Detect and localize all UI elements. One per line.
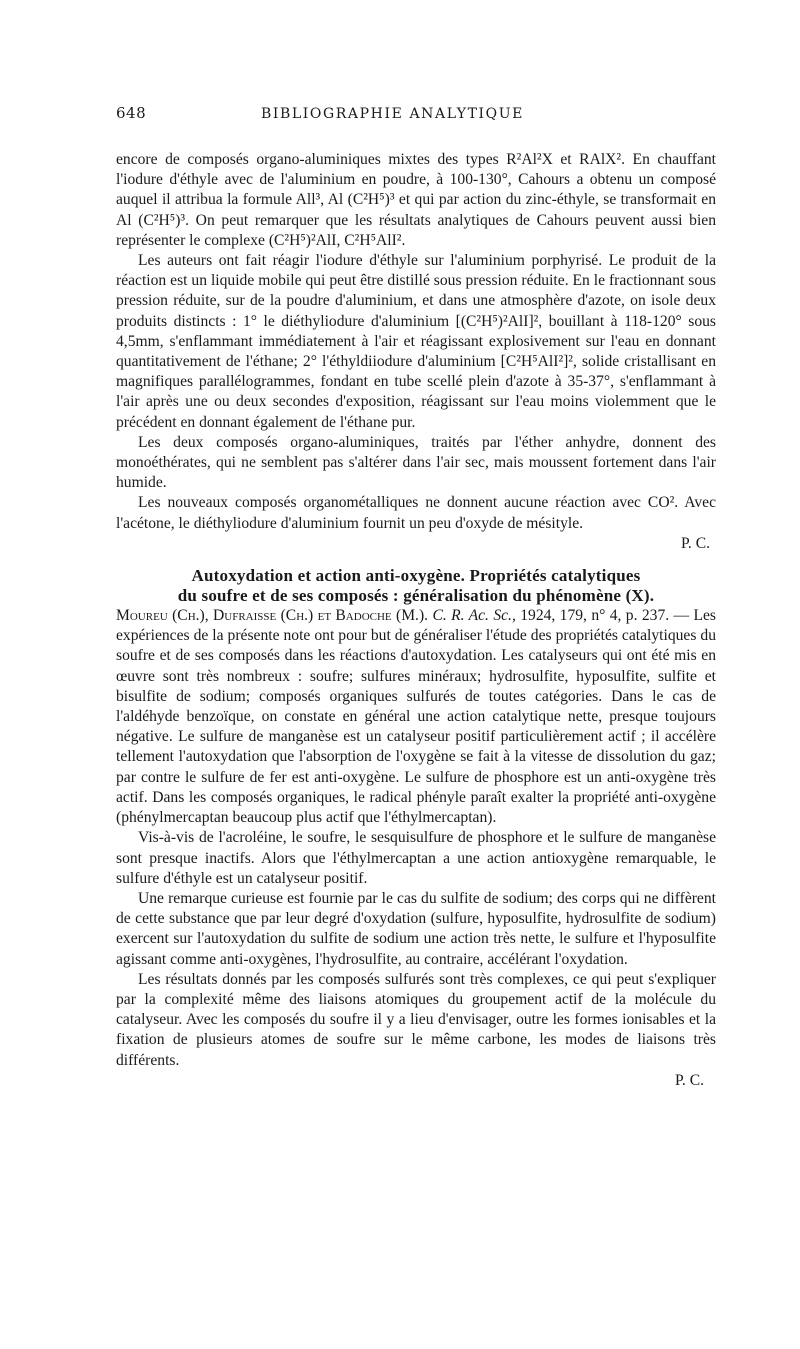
article2-paragraph-3: Une remarque curieuse est fournie par le cas du sulfite de sodium; des corps qui ne diffèrent de cette substance que par leur degré d'oxydation (sulfure, hyposulfite, hydrosulfite de sodium) exercent sur l'autoxydation du sulfite de sodium une action très nette, le sulfure et l'hyposulfite agissant comme anti-oxygènes, l'hydrosulfite, au contraire, accélérant l'oxydation.: [116, 889, 716, 968]
article2-abstract-lead: — Les expériences de la présente note ont pour but de généraliser l'étude des propriétés catalytiques du soufre et de ses composés dans les réactions d'autoxydation. Les catalyseurs qui ont été mis en œuvre sont très nombreux : soufre; sulfures minéraux; hydrosulfite, hyposulfite, sulfite et bisulfite de sodium; composés organiques sulfurés de toutes catégories. Dans le cas de l'aldéhyde benzoïque, on constate en général une action catalytique nette, presque toujours négative. Le sulfure de manganèse est un catalyseur positif particulièrement actif ; il accélère tellement l'autoxydation que l'absorption de l'oxygène se fait à la vitesse de dissolution du gaz; par contre le sulfure de fer est anti-oxygène. Le sulfure de phosphore est un anti-oxygène très actif. Dans les composés organiques, le radical phényle paraît exalter la propriété anti-oxygène (phénylmercaptan beaucoup plus actif que l'éthylmercaptan).: [116, 607, 716, 827]
article1-signature: P. C.: [680, 534, 710, 552]
article2-title: [116, 566, 716, 606]
article2-citation: 1924, 179, n° 4, p. 237.: [520, 607, 670, 625]
article2-reference: [116, 606, 716, 828]
article2-paragraph-4: Les résultats donnés par les composés sulfurés sont très complexes, ce qui peut s'expliquer par la complexité même des liaisons atomiques du groupement actif de la molécule du catalyseur. Avec les composés du soufre il y a lieu d'envisager, outre les formes ionisables et la fixation de plusieurs atomes de soufre sur le même carbone, les modes de liaisons très différents.: [116, 970, 716, 1069]
article2-authors: Moureu (Ch.), Dufraisse (Ch.) et Badoche (M.).: [116, 607, 429, 625]
article2-journal: C. R. Ac. Sc.,: [432, 607, 516, 625]
article2-paragraph-2: Vis-à-vis de l'acroléine, le soufre, le sesquisulfure de phosphore et le sulfure de manganèse sont presque inactifs. Alors que l'éthylmercaptan a une action antioxygène remarquable, le sulfure d'éthyle est un catalyseur positif.: [116, 829, 716, 887]
article2-signature: P. C.: [674, 1071, 704, 1089]
page-header: [116, 104, 716, 124]
article2-title-line-1: Autoxydation et action anti-oxygène. Propriétés catalytiques: [191, 566, 641, 586]
article1-paragraph-2: Les auteurs ont fait réagir l'iodure d'éthyle sur l'aluminium porphyrisé. Le produit de la réaction est un liquide mobile qui peut être distillé sous pression réduite. En le fractionnant sous pression réduite, sur de la poudre d'aluminium, et dans une atmosphère d'azote, on isole deux produits distincts : 1° le diéthyliodure d'aluminium [(C²H⁵)²AlI]², bouillant à 118-120° sous 4,5mm, s'enflammant immédiatement à l'air et réagissant explosivement sur l'eau en donnant quantitativement de l'éthane; 2° l'éthyldiiodure d'aluminium [C²H⁵AlI²]², solide cristallisant en magnifiques parallélogrammes, fondant en tube scellé plein d'azote à 35-37°, s'enflammant à l'air après une ou deux secondes d'exposition, réagissant sur l'eau moins violemment que le précédent en donnant également de l'éthane pur.: [116, 252, 716, 431]
running-title: BIBLIOGRAPHIE ANALYTIQUE: [261, 106, 524, 122]
journal-page: [116, 104, 716, 1091]
article1-paragraph-4: Les nouveaux composés organométalliques ne donnent aucune réaction avec CO². Avec l'acétone, le diéthyliodure d'aluminium fournit un peu d'oxyde de mésityle.: [116, 494, 716, 532]
article1-paragraph-3: Les deux composés organo-aluminiques, traités par l'éther anhydre, donnent des monoéthérates, qui ne semblent pas s'altérer dans l'air sec, mais moussent fortement dans l'air humide.: [116, 433, 716, 492]
article1-paragraph-1: encore de composés organo-aluminiques mixtes des types R²Al²X et RAlX². En chauffant l'iodure d'éthyle avec de l'aluminium en poudre, à 100-130°, Cahours a obtenu un composé auquel il attribua la formule All³, Al (C²H⁵)³ et qui par action du zinc-éthyle, se transformait en Al (C²H⁵)³. On peut remarquer que les résultats analytiques de Cahours peuvent aussi bien représenter le complexe (C²H⁵)²AlI, C²H⁵AlI².: [116, 151, 716, 249]
article2-title-line-2: du soufre et de ses composés : généralisation du phénomène (X).: [177, 586, 655, 606]
page-number: 648: [116, 104, 147, 122]
body-text: [116, 150, 716, 1091]
